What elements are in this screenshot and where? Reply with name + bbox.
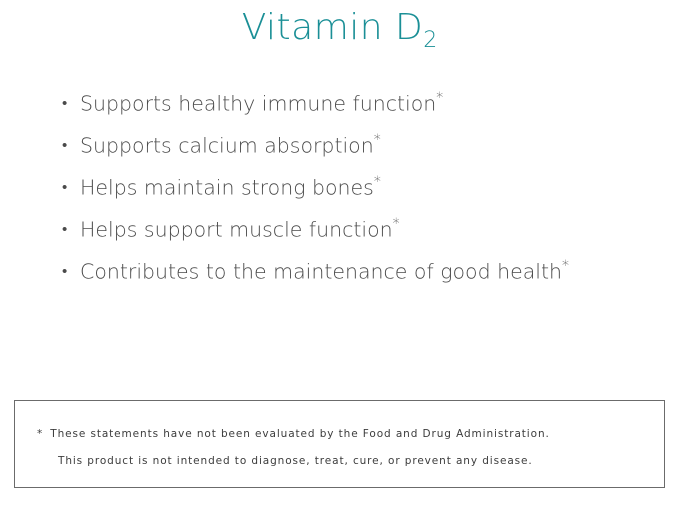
footnote-marker: * <box>392 215 400 232</box>
disclaimer-marker: * <box>37 428 43 440</box>
page-title <box>0 0 679 55</box>
bullet-icon: • <box>62 178 68 197</box>
benefit-text: Helps maintain strong bones <box>80 175 374 200</box>
list-item <box>62 259 679 301</box>
footnote-marker: * <box>562 257 570 274</box>
bullet-icon: • <box>62 135 68 154</box>
page-title-text: Vitamin D <box>241 7 424 48</box>
benefits-list <box>0 55 679 301</box>
footnote-marker: * <box>436 89 444 106</box>
footnote-marker: * <box>373 131 381 148</box>
disclaimer-line-2: This product is not intended to diagnose, treat, cure, or prevent any disease. <box>58 455 533 467</box>
disclaimer-text-1: These statements have not been evaluated by the Food and Drug Administration. <box>50 428 550 440</box>
list-item <box>62 175 679 217</box>
benefit-text: Helps support muscle function <box>80 217 393 242</box>
benefit-text: Contributes to the maintenance of good health <box>80 259 563 284</box>
disclaimer-box <box>14 400 665 488</box>
benefit-text: Supports calcium absorption <box>80 133 374 158</box>
bullet-icon: • <box>62 220 68 239</box>
footnote-marker: * <box>373 173 381 190</box>
page-title-subscript: 2 <box>423 28 438 54</box>
bullet-icon: • <box>62 93 68 112</box>
list-item <box>62 217 679 259</box>
list-item <box>62 133 679 175</box>
bullet-icon: • <box>62 262 68 281</box>
disclaimer-line-1 <box>15 401 664 440</box>
list-item <box>62 91 679 133</box>
benefit-text: Supports healthy immune function <box>80 91 437 116</box>
